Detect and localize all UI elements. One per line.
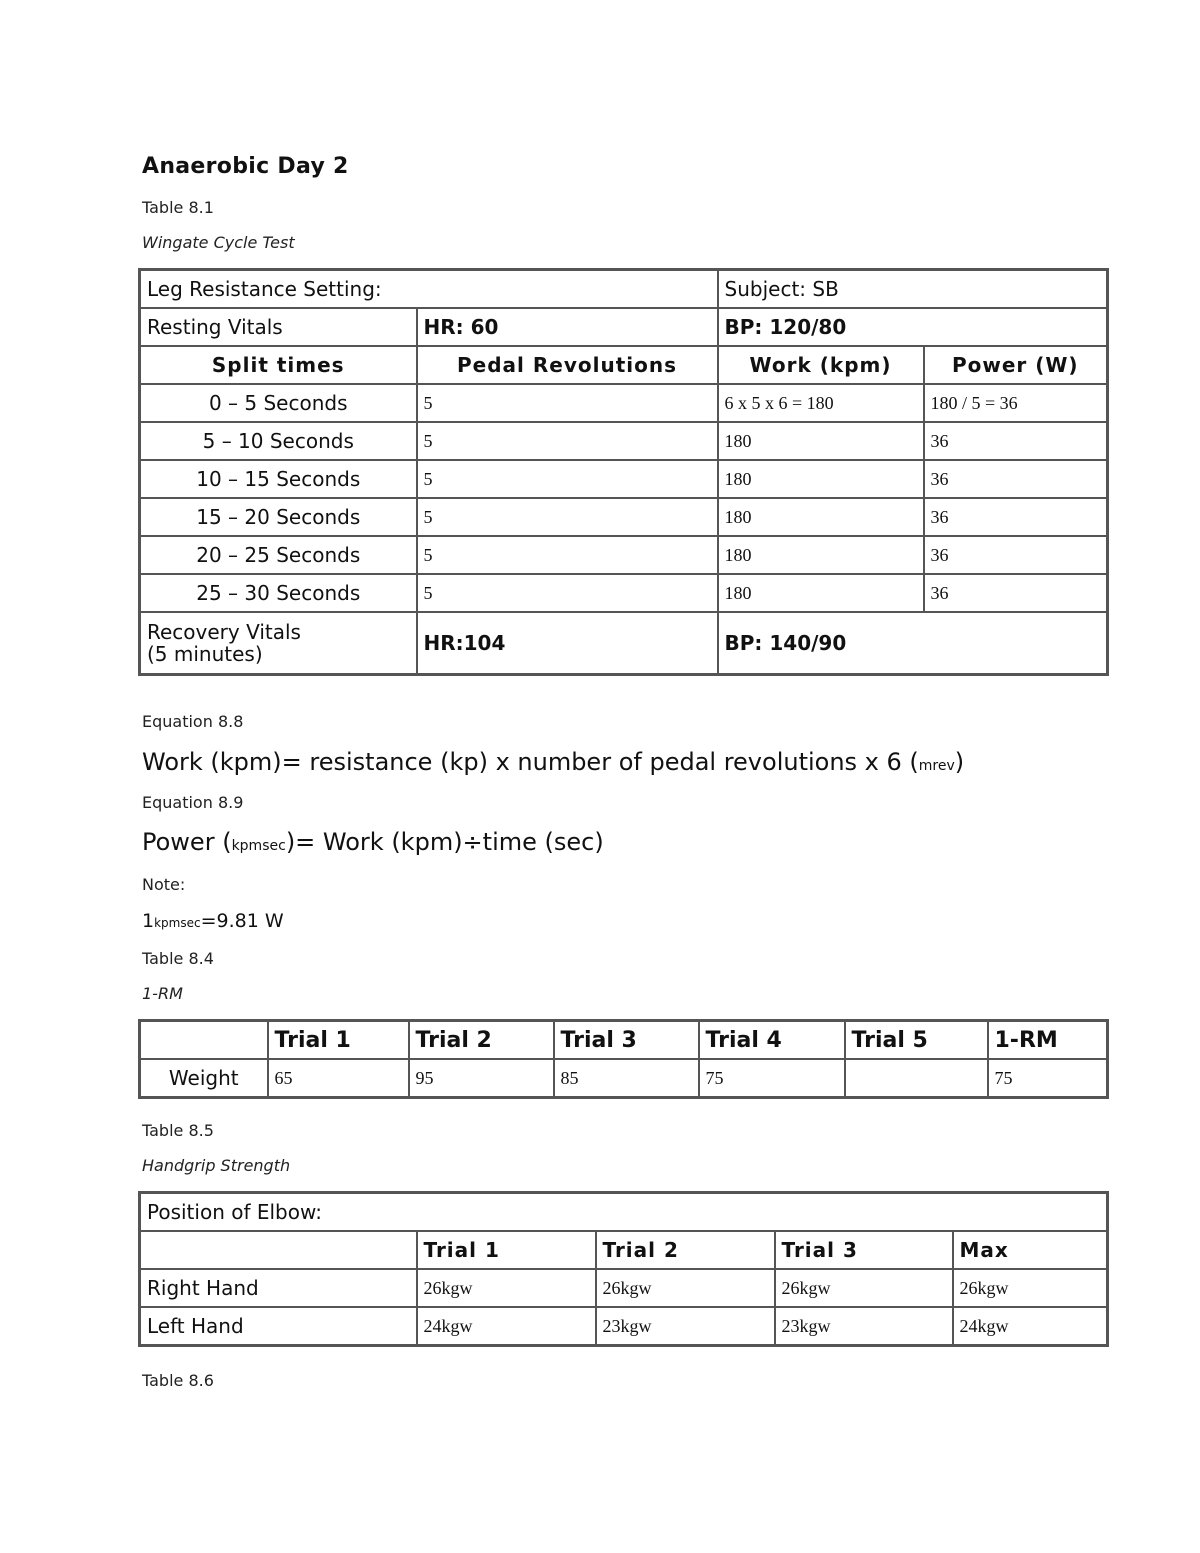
table-row [140, 498, 1108, 536]
equation-8-8-close: ) [954, 748, 965, 776]
table-8-6-label: Table 8.6 [142, 1371, 214, 1390]
table-8-4-label: Table 8.4 [142, 949, 214, 968]
power-value: 36 [924, 574, 1108, 612]
recovery-label-line2: (5 minutes) [147, 642, 263, 666]
table-row [140, 1059, 1108, 1098]
recovery-vitals-label [140, 612, 417, 675]
trial-3-weight: 85 [554, 1059, 699, 1098]
power-value: 36 [924, 536, 1108, 574]
split-time: 0 – 5 Seconds [140, 384, 417, 422]
recovery-hr: HR:104 [417, 612, 718, 675]
trial-value: 26kgw [596, 1269, 775, 1307]
equation-8-8-label: Equation 8.8 [142, 712, 244, 731]
header-trial-3: Trial 3 [775, 1231, 953, 1269]
table-row [140, 384, 1108, 422]
header-trial-5: Trial 5 [845, 1021, 988, 1060]
table-8-5-title: Handgrip Strength [142, 1156, 291, 1175]
table-row [140, 1269, 1108, 1307]
power-value: 180 / 5 = 36 [924, 384, 1108, 422]
header-work: Work (kpm) [718, 346, 924, 384]
resting-vitals-label: Resting Vitals [140, 308, 417, 346]
page-title: Anaerobic Day 2 [142, 154, 349, 179]
hand-label: Left Hand [140, 1307, 417, 1346]
work-value: 6 x 5 x 6 = 180 [718, 384, 924, 422]
table-8-1-title: Wingate Cycle Test [142, 233, 295, 252]
pedal-revolutions: 5 [417, 536, 718, 574]
work-value: 180 [718, 460, 924, 498]
trial-4-weight: 75 [699, 1059, 845, 1098]
header-trial-4: Trial 4 [699, 1021, 845, 1060]
note-pre: 1 [142, 910, 155, 932]
weight-label: Weight [140, 1059, 268, 1098]
recovery-bp: BP: 140/90 [718, 612, 1108, 675]
trial-value: 23kgw [775, 1307, 953, 1346]
table-8-1-label: Table 8.1 [142, 198, 214, 217]
table-8-4-title: 1-RM [142, 984, 183, 1003]
equation-8-8-sub: mrev [918, 758, 955, 774]
header-power: Power (W) [924, 346, 1108, 384]
table-row [140, 1307, 1108, 1346]
equation-8-8-text: Work (kpm)= resistance (kp) x number of pedal revolutions x 6 ( [142, 748, 919, 776]
equation-8-9-post: )= Work (kpm)÷time (sec) [285, 828, 604, 856]
split-time: 20 – 25 Seconds [140, 536, 417, 574]
resting-bp: BP: 120/80 [718, 308, 1108, 346]
header-trial-1: Trial 1 [268, 1021, 409, 1060]
split-time: 25 – 30 Seconds [140, 574, 417, 612]
max-value: 26kgw [953, 1269, 1108, 1307]
one-rm-weight: 75 [988, 1059, 1108, 1098]
pedal-revolutions: 5 [417, 460, 718, 498]
trial-2-weight: 95 [409, 1059, 554, 1098]
hand-label: Right Hand [140, 1269, 417, 1307]
equation-8-8 [142, 748, 964, 776]
leg-resistance-cell: Leg Resistance Setting: [140, 270, 718, 309]
split-time: 15 – 20 Seconds [140, 498, 417, 536]
header-trial-1: Trial 1 [417, 1231, 596, 1269]
note-post: =9.81 W [200, 910, 284, 932]
split-time: 10 – 15 Seconds [140, 460, 417, 498]
header-trial-2: Trial 2 [596, 1231, 775, 1269]
header-trial-2: Trial 2 [409, 1021, 554, 1060]
max-value: 24kgw [953, 1307, 1108, 1346]
table-row [140, 460, 1108, 498]
work-value: 180 [718, 574, 924, 612]
note-label: Note: [142, 875, 186, 894]
work-value: 180 [718, 536, 924, 574]
one-rm-table [138, 1019, 1109, 1099]
table-8-5-label: Table 8.5 [142, 1121, 214, 1140]
one-rm-corner [140, 1021, 268, 1060]
header-split-times: Split times [140, 346, 417, 384]
trial-5-weight [845, 1059, 988, 1098]
trial-value: 24kgw [417, 1307, 596, 1346]
header-max: Max [953, 1231, 1108, 1269]
pedal-revolutions: 5 [417, 422, 718, 460]
trial-value: 26kgw [417, 1269, 596, 1307]
subject-cell: Subject: SB [718, 270, 1108, 309]
note-sub: kpmsec [154, 916, 201, 930]
header-trial-3: Trial 3 [554, 1021, 699, 1060]
pedal-revolutions: 5 [417, 384, 718, 422]
power-value: 36 [924, 422, 1108, 460]
table-row [140, 422, 1108, 460]
resting-hr: HR: 60 [417, 308, 718, 346]
header-pedal-revolutions: Pedal Revolutions [417, 346, 718, 384]
equation-8-9 [142, 828, 604, 856]
handgrip-table [138, 1191, 1109, 1347]
work-value: 180 [718, 498, 924, 536]
table-row [140, 574, 1108, 612]
equation-8-9-label: Equation 8.9 [142, 793, 244, 812]
trial-value: 26kgw [775, 1269, 953, 1307]
handgrip-corner [140, 1231, 417, 1269]
header-1rm: 1-RM [988, 1021, 1108, 1060]
position-of-elbow: Position of Elbow: [140, 1193, 1108, 1232]
note-equation [142, 910, 284, 932]
pedal-revolutions: 5 [417, 574, 718, 612]
power-value: 36 [924, 460, 1108, 498]
trial-1-weight: 65 [268, 1059, 409, 1098]
table-row [140, 536, 1108, 574]
trial-value: 23kgw [596, 1307, 775, 1346]
pedal-revolutions: 5 [417, 498, 718, 536]
recovery-label-line1: Recovery Vitals [147, 620, 301, 644]
split-time: 5 – 10 Seconds [140, 422, 417, 460]
wingate-table [138, 268, 1109, 676]
power-value: 36 [924, 498, 1108, 536]
equation-8-9-sub: kpmsec [231, 838, 286, 854]
equation-8-9-pre: Power ( [142, 828, 232, 856]
work-value: 180 [718, 422, 924, 460]
